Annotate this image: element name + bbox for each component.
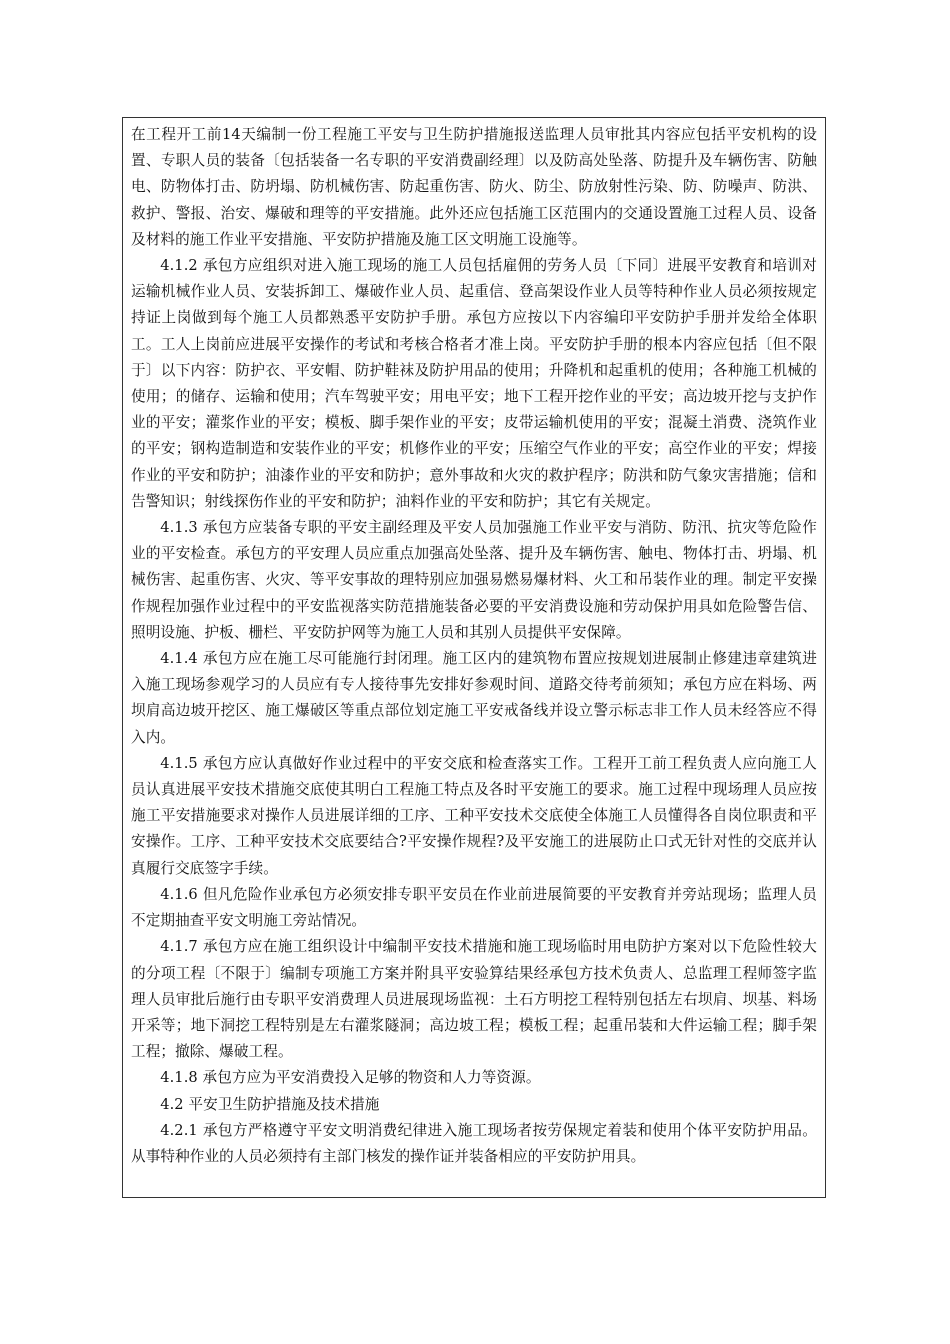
paragraph-4-2-1: 4.2.1 承包方严格遵守平安文明消费纪律进入施工现场者按劳保规定着装和使用个体平安防护用品。从事特种作业的人员必须持有主部门核发的操作证并装备相应的平安防护用具。 (131, 1121, 817, 1165)
paragraph-4-1-6: 4.1.6 但凡危险作业承包方必须安排专职平安员在作业前进展简要的平安教育并旁站现场；监理人员不定期抽查平安文明施工旁站情况。 (131, 885, 817, 930)
paragraph-4-1-4: 4.1.4 承包方应在施工尽可能施行封闭理。施工区内的建筑物布置应按规划进展制止修建违章建筑进入施工现场参观学习的人员应有专人接待事先安排好参观时间、道路交待考前须知；承包方应在料场、两坝肩高边坡开挖区、施工爆破区等重点部位划定施工平安戒备线并设立警示标志非工作人员未经答应不得入内。 (131, 650, 817, 746)
paragraph-4-1-1-continued: 在工程开工前14天编制一份工程施工平安与卫生防护措施报送监理人员审批其内容应包括平安机构的设置、专职人员的装备〔包括装备一名专职的平安消费副经理〕以及防高处坠落、防提升及车辆伤害、防触电、防物体打击、防坍塌、防机械伤害、防起重伤害、防火、防尘、防放射性污染、防、防噪声、防洪、救护、警报、治安、爆破和理等的平安措施。此外还应包括施工区范围内的交通设置施工过程人员、设备及材料的施工作业平安措施、平安防护措施及施工区文明施工设施等。 (131, 126, 817, 248)
paragraph-4-1-7: 4.1.7 承包方应在施工组织设计中编制平安技术措施和施工现场临时用电防护方案对以下危险性较大的分项工程〔不限于〕编制专项施工方案并附具平安验算结果经承包方技术负责人、总监理工程师签字监理人员审批后施行由专职平安消费理人员进展现场监视：土石方明挖工程特别包括左右坝肩、坝基、料场开采等；地下洞挖工程特别是左右灌浆隧洞；高边坡工程；模板工程；起重吊装和大件运输工程；脚手架工程；撤除、爆破工程。 (131, 938, 817, 1061)
paragraph-4-1-3: 4.1.3 承包方应装备专职的平安主副经理及平安人员加强施工作业平安与消防、防汛、抗灾等危险作业的平安检查。承包方的平安理人员应重点加强高处坠落、提升及车辆伤害、触电、物体打击、坍塌、机械伤害、起重伤害、火灾、等平安事故的理特别应加强易燃易爆材料、火工和吊装作业的理。制定平安操作规程加强作业过程中的平安监视落实防范措施装备必要的平安消费设施和劳动保护用具如危险警告信、照明设施、护板、栅栏、平安防护网等为施工人员和其别人员提供平安保障。 (131, 519, 817, 641)
paragraph-4-1-5: 4.1.5 承包方应认真做好作业过程中的平安交底和检查落实工作。工程开工前工程负责人应向施工人员认真进展平安技术措施交底使其明白工程施工特点及各时平安施工的要求。施工过程中现场理人员应按施工平安措施要求对操作人员进展详细的工序、工种平安技术交底使全体施工人员懂得各自岗位职责和平安操作。工序、工种平安技术交底要结合?平安操作规程?及平安施工的进展防止口式无针对性的交底并认真履行交底签字手续。 (131, 754, 817, 877)
section-heading-4-2: 4.2 平安卫生防护措施及技术措施 (160, 1095, 380, 1113)
paragraph-4-1-2: 4.1.2 承包方应组织对进入施工现场的施工人员包括雇佣的劳务人员〔下同〕进展平安教育和培训对运输机械作业人员、安装拆卸工、爆破作业人员、起重信、登高架设作业人员等特种作业人员必须按规定持证上岗做到每个施工人员都熟悉平安防护手册。承包方应按以下内容编印平安防护手册并发给全体职工。工人上岗前应进展平安操作的考试和考核合格者才准上岗。平安防护手册的根本内容应包括〔但不限于〕以下内容：防护衣、平安帽、防护鞋袜及防护用品的使用；升降机和起重机的使用；各种施工机械的使用；的储存、运输和使用；汽车驾驶平安；用电平安；地下工程开挖作业的平安；高边坡开挖与支护作业的平安；灌浆作业的平安；模板、脚手架作业的平安；皮带运输机使用的平安；混凝土消费、浇筑作业的平安；钢构造制造和安装作业的平安；机修作业的平安；压缩空气作业的平安；高空作业的平安；焊接作业的平安和防护；油漆作业的平安和防护；意外事故和火灾的救护程序；防洪和防气象灾害措施；信和告警知识；射线探伤作业的平安和防护；油料作业的平安和防护；其它有关规定。 (131, 257, 817, 510)
paragraph-4-1-8: 4.1.8 承包方应为平安消费投入足够的物资和人力等资源。 (160, 1069, 541, 1087)
document-frame (122, 117, 826, 1198)
